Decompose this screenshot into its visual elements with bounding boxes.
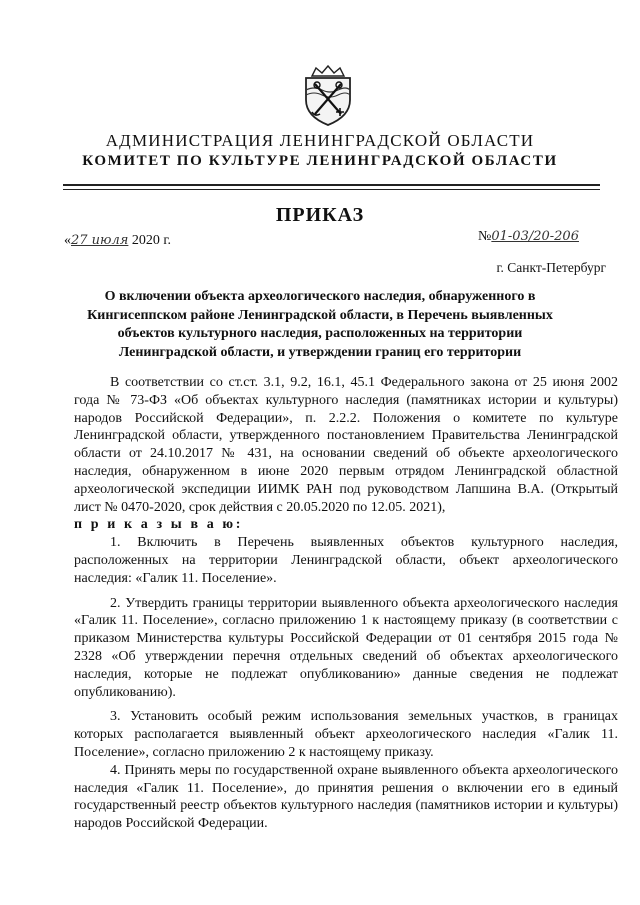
header-committee: КОМИТЕТ ПО КУЛЬТУРЕ ЛЕНИНГРАДСКОЙ ОБЛАСТИ bbox=[82, 153, 558, 169]
order-number bbox=[478, 229, 579, 245]
date-year: 2020 г. bbox=[131, 233, 172, 248]
order-word: п р и к а з ы в а ю: bbox=[74, 517, 243, 533]
order-body bbox=[74, 374, 618, 833]
order-item-2: 2. Утвердить границы территории выявленного объекта археологического наследия «Галик 11. Поселение», согласно приложению 1 к настоящему приказу (в соответствии с приказом Министерства культуры Российской Федерации от 01 сентября 2015 года № 2328 «Об утверждении перечня отдельных сведений об объектах археологического наследия, которые не подлежат опубликованию» данные сведения не подлежат опубликованию). bbox=[74, 595, 618, 700]
preamble-paragraph: В соответствии со ст.ст. 3.1, 9.2, 16.1, 45.1 Федерального закона от 25 июня 2002 года № 73-ФЗ «Об объектах культурного наследия (памятниках истории и культуры) народов Российской Федерации», п. 2.2.2. Положения о комитете по культуре Ленинградской области, утвержденного постановлением Правительства Ленинградской области от 24.10.2017 № 431, на основании сведений об объекте археологического наследия, обнаруженном в июне 2020 первым отрядом Ленинградской областной археологической экспедиции ИИМК РАН под руководством Лапшина В.А. (Открытый лист № 0470-2020, срок действия с 20.05.2020 по 12.05. 2021), bbox=[74, 375, 618, 515]
number-handwritten: 01-03/20-206 bbox=[491, 229, 579, 244]
header-administration: АДМИНИСТРАЦИЯ ЛЕНИНГРАДСКОЙ ОБЛАСТИ bbox=[105, 131, 535, 150]
number-sign: № bbox=[478, 229, 492, 244]
date-handwritten: 27 июля bbox=[71, 233, 129, 248]
header-divider-thick bbox=[63, 184, 600, 186]
order-item-1: 1. Включить в Перечень выявленных объектов культурного наследия, расположенных на территории Ленинградской области, объект археологического наследия: «Галик 11. Поселение». bbox=[74, 535, 618, 586]
order-title: ПРИКАЗ bbox=[275, 204, 365, 226]
date-quote: « bbox=[64, 233, 71, 248]
order-item-4: 4. Принять меры по государственной охране выявленного объекта археологического наследия «Галик 11. Поселение», до принятия решения о включении его в единый государственный реестр объектов культурного наследия (памятников истории и культуры) народов Российской Федерации. bbox=[74, 762, 618, 832]
order-subject: О включении объекта археологического наследия, обнаруженного в Кингисеппском районе Ленинградской области, в Перечень выявленных объектов культурного наследия, расположенных на территории Ленинградской области, и утверждении границ его территории bbox=[87, 289, 553, 360]
coat-of-arms-icon bbox=[300, 64, 356, 126]
order-date bbox=[64, 233, 171, 249]
order-item-3: 3. Установить особый режим использования земельных участков, в границах которых располагается выявленный объект археологического наследия «Галик 11. Поселение», согласно приложению 2 к настоящему приказу. bbox=[74, 709, 618, 760]
header-divider-thin bbox=[63, 189, 600, 190]
order-city: г. Санкт-Петербург bbox=[496, 260, 606, 275]
